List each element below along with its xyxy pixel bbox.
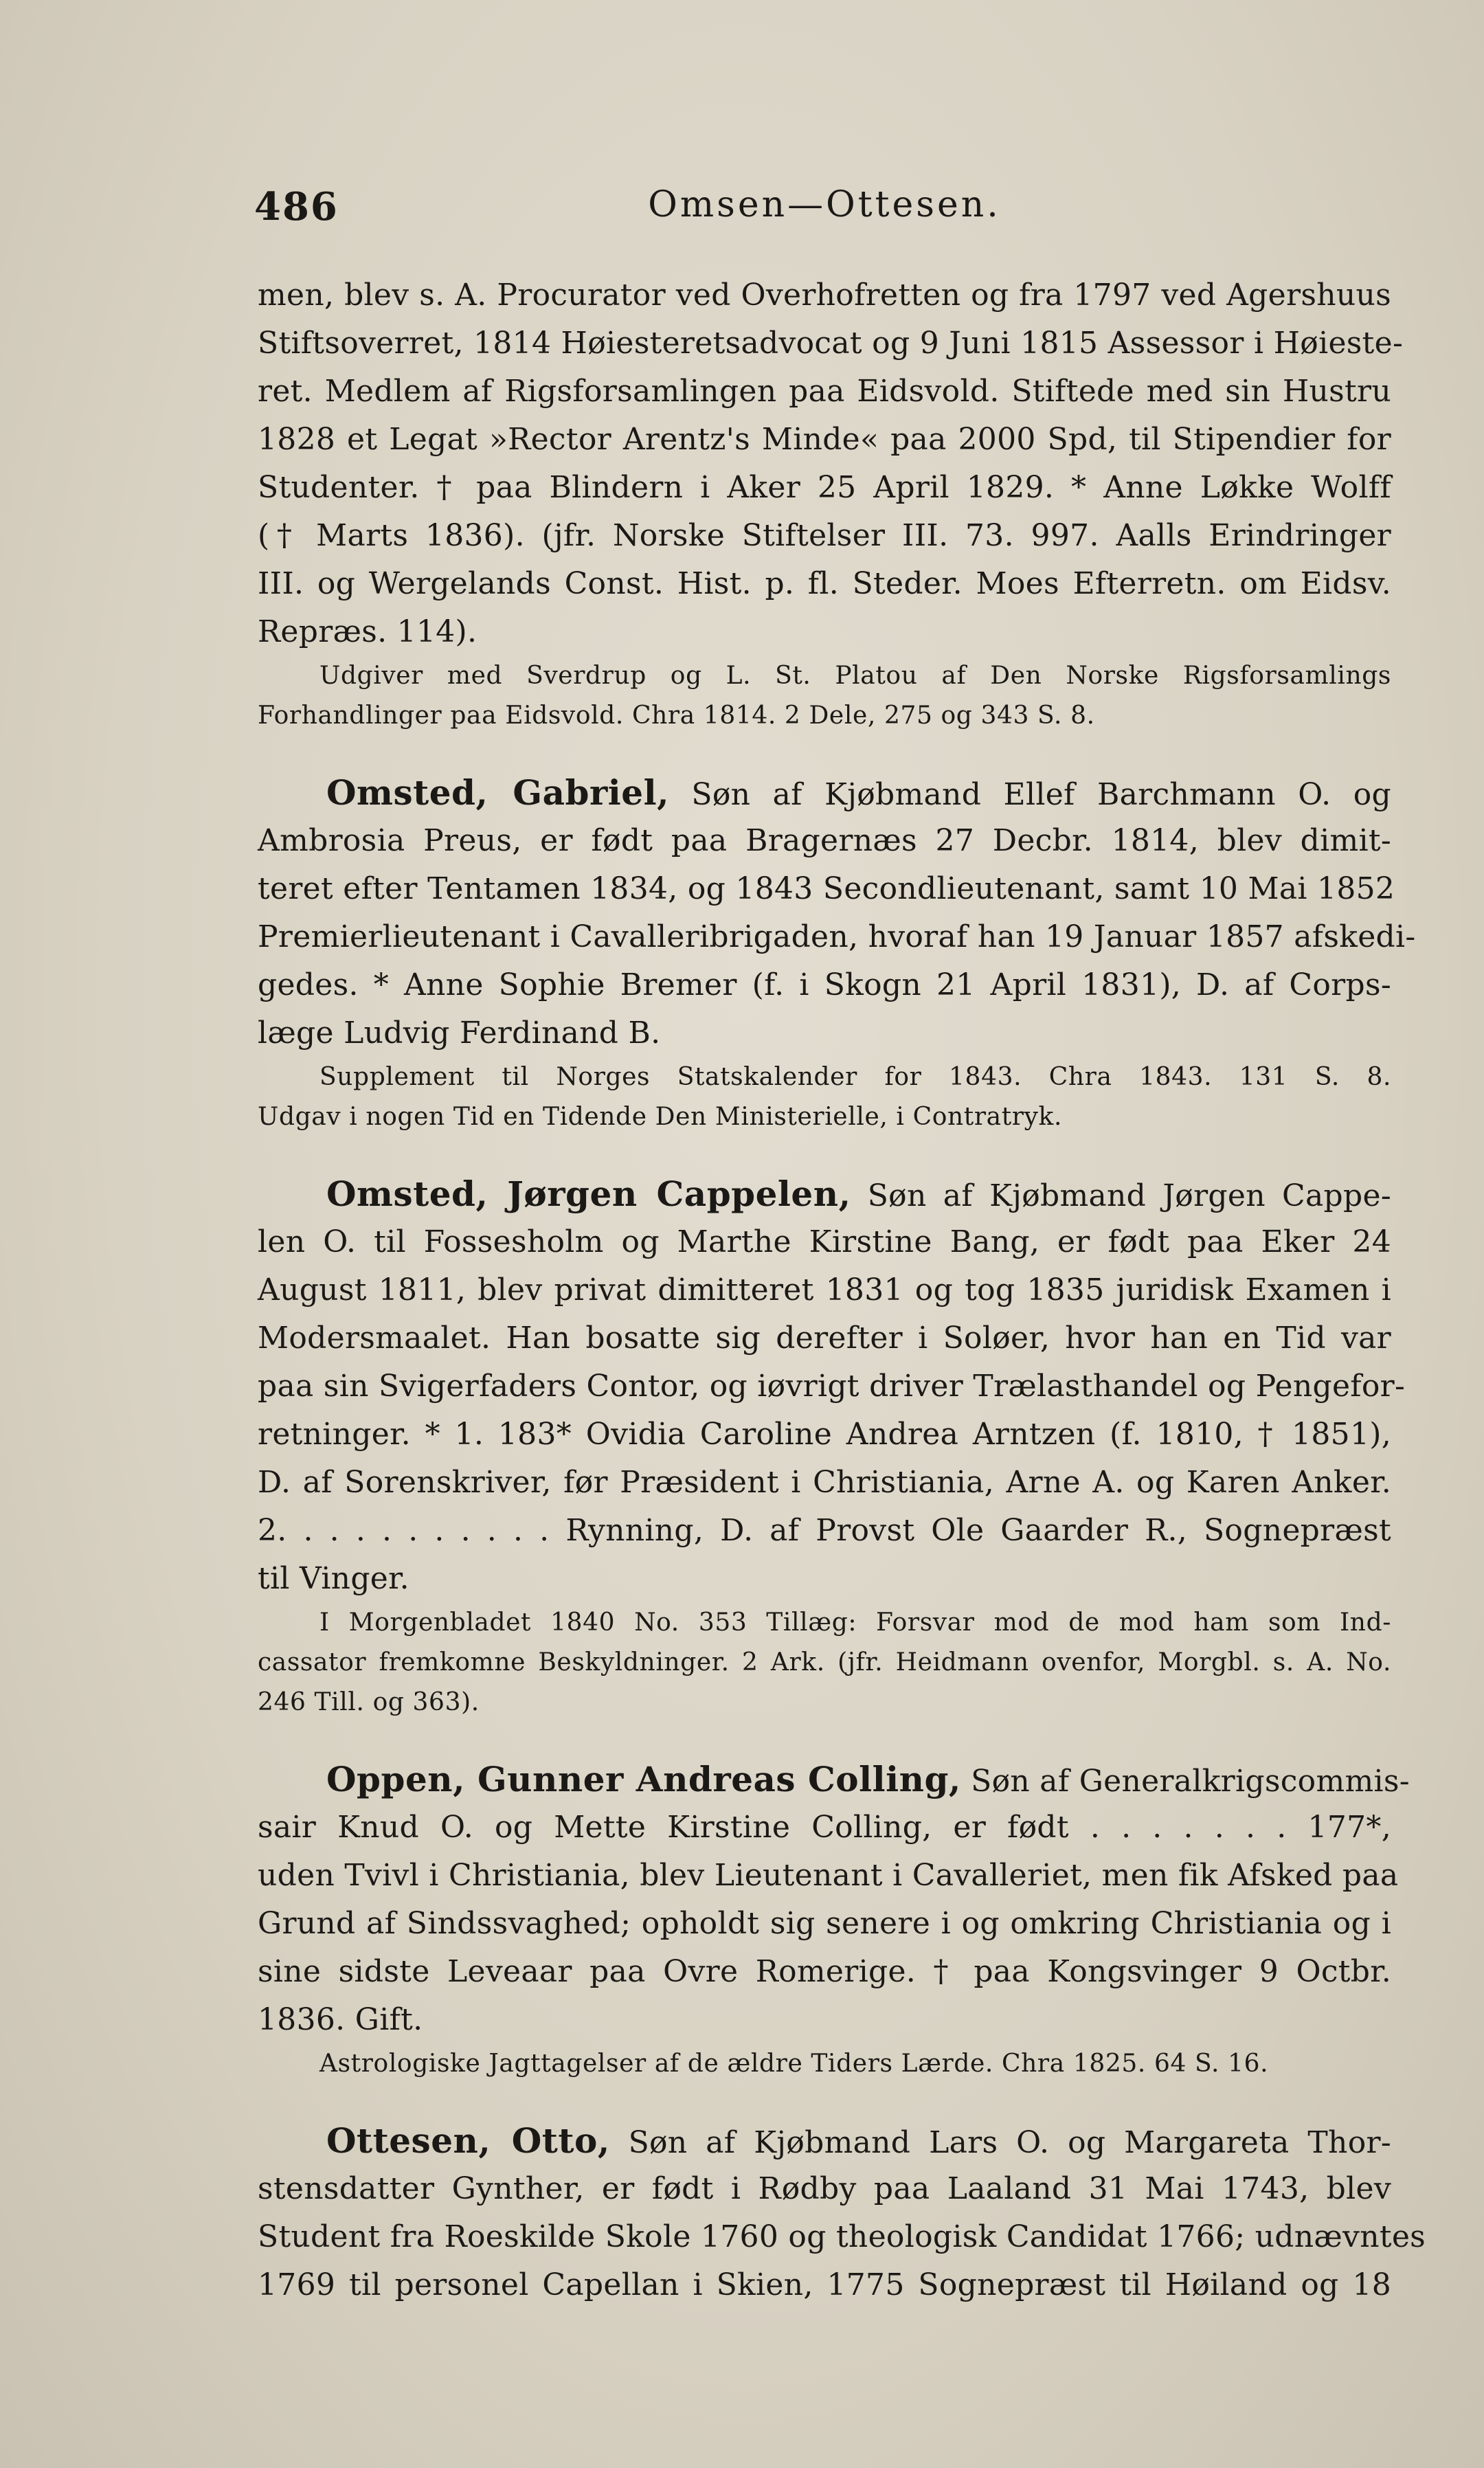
body-line: († Marts 1836). (jfr. Norske Stiftelser III. 73. 997. Aalls Erindringer: [258, 518, 1391, 553]
body-line: Ambrosia Preus, er født paa Bragernæs 27 Decbr. 1814, blev dimit-: [258, 823, 1391, 858]
entry-omsted-jorgen-cappelen: [258, 1170, 1406, 1723]
entry-continuation: [258, 271, 1404, 736]
reference-line: Astrologiske Jagttagelser af de ældre Tiders Lærde. Chra 1825. 64 S. 16.: [319, 2050, 1269, 2078]
running-title: Omsen—Ottesen.: [648, 184, 1001, 225]
reference-line: Forhandlinger paa Eidsvold. Chra 1814. 2 Dele, 275 og 343 S. 8.: [258, 702, 1095, 730]
body-text: Søn af Kjøbmand Ellef Barchmann O. og: [691, 777, 1391, 812]
body-line: Repræs. 114).: [258, 614, 477, 649]
reference-line: 246 Till. og 363).: [258, 1688, 480, 1716]
body-line: til Vinger.: [258, 1561, 409, 1596]
body-line: teret efter Tentamen 1834, og 1843 Secondlieutenant, samt 10 Mai 1852: [258, 871, 1395, 906]
reference-line: I Morgenbladet 1840 No. 353 Tillæg: Forsvar mod de mod ham som Ind-: [319, 1608, 1391, 1637]
text-block: [258, 271, 1426, 2309]
body-line: Student fra Roeskilde Skole 1760 og theologisk Candidat 1766; udnævntes: [258, 2219, 1426, 2254]
entry-ottesen-otto: [258, 2117, 1426, 2309]
body-line: Grund af Sindssvaghed; opholdt sig senere i og omkring Christiania og i: [258, 1906, 1391, 1941]
body-line: Stiftsoverret, 1814 Høiesteretsadvocat og 9 Juni 1815 Assessor i Høieste-: [258, 326, 1404, 361]
body-line: 1836. Gift.: [258, 2002, 423, 2037]
reference-line: Supplement til Norges Statskalender for 1843. Chra 1843. 131 S. 8.: [319, 1063, 1391, 1091]
body-line: Premierlieutenant i Cavalleribrigaden, hvoraf han 19 Januar 1857 afskedi-: [258, 919, 1416, 954]
body-line: retninger. * 1. 183* Ovidia Caroline Andrea Arntzen (f. 1810, † 1851),: [258, 1417, 1391, 1452]
body-line: men, blev s. A. Procurator ved Overhofretten og fra 1797 ved Agershuus: [258, 278, 1391, 313]
headword: Ottesen, Otto,: [326, 2120, 610, 2161]
body-line: 1828 et Legat »Rector Arentz's Minde« paa 2000 Spd, til Stipendier for: [258, 422, 1391, 457]
body-line: 2. . . . . . . . . . . Rynning, D. af Provst Ole Gaarder R., Sognepræst: [258, 1513, 1391, 1548]
page-header: [254, 184, 1395, 232]
body-line: paa sin Svigerfaders Contor, og iøvrigt driver Trælasthandel og Pengefor-: [258, 1369, 1406, 1404]
reference-line: Udgav i nogen Tid en Tidende Den Ministerielle, i Contratryk.: [258, 1103, 1063, 1131]
body-line: [258, 1170, 1391, 1218]
headword: Omsted, Jørgen Cappelen,: [326, 1174, 851, 1214]
headword: Omsted, Gabriel,: [326, 772, 669, 813]
entry-omsted-gabriel: [258, 769, 1416, 1137]
reference-line: cassator fremkomne Beskyldninger. 2 Ark. (jfr. Heidmann ovenfor, Morgbl. s. A. No.: [258, 1648, 1391, 1676]
body-line: sine sidste Leveaar paa Ovre Romerige. † paa Kongsvinger 9 Octbr.: [258, 1954, 1391, 1989]
body-text: Søn af Kjøbmand Lars O. og Margareta Thor-: [628, 2125, 1391, 2160]
body-line: Studenter. † paa Blindern i Aker 25 April 1829. * Anne Løkke Wolff: [258, 470, 1391, 505]
body-line: ret. Medlem af Rigsforsamlingen paa Eidsvold. Stiftede med sin Hustru: [258, 374, 1391, 409]
body-line: gedes. * Anne Sophie Bremer (f. i Skogn 21 April 1831), D. af Corps-: [258, 967, 1391, 1002]
body-text: Søn af Kjøbmand Jørgen Cappe-: [867, 1178, 1391, 1213]
body-line: læge Ludvig Ferdinand B.: [258, 1016, 661, 1051]
body-text: Søn af Generalkrigscommis-: [971, 1764, 1410, 1799]
body-line: uden Tvivl i Christiania, blev Lieutenant i Cavalleriet, men fik Afsked paa: [258, 1858, 1399, 1893]
body-line: Modersmaalet. Han bosatte sig derefter i Soløer, hvor han en Tid var: [258, 1321, 1391, 1356]
entry-oppen-gunner: [258, 1755, 1410, 2084]
body-line: [258, 2117, 1391, 2165]
headword: Oppen, Gunner Andreas Colling,: [326, 1759, 961, 1799]
body-line: August 1811, blev privat dimitteret 1831 og tog 1835 juridisk Examen i: [258, 1272, 1391, 1308]
body-line: [258, 769, 1391, 817]
body-line: 1769 til personel Capellan i Skien, 1775 Sognepræst til Høiland og 18: [258, 2267, 1391, 2302]
body-line: D. af Sorenskriver, før Præsident i Christiania, Arne A. og Karen Anker.: [258, 1465, 1391, 1500]
body-line: [258, 1755, 1410, 1804]
page-number: 486: [254, 184, 339, 229]
body-line: sair Knud O. og Mette Kirstine Colling, er født . . . . . . . 177*,: [258, 1810, 1391, 1845]
reference-line: Udgiver med Sverdrup og L. St. Platou af Den Norske Rigsforsamlings: [319, 662, 1391, 690]
body-line: stensdatter Gynther, er født i Rødby paa Laaland 31 Mai 1743, blev: [258, 2171, 1391, 2206]
body-line: len O. til Fossesholm og Marthe Kirstine Bang, er født paa Eker 24: [258, 1224, 1391, 1259]
body-line: III. og Wergelands Const. Hist. p. fl. Steder. Moes Efterretn. om Eidsv.: [258, 566, 1391, 601]
